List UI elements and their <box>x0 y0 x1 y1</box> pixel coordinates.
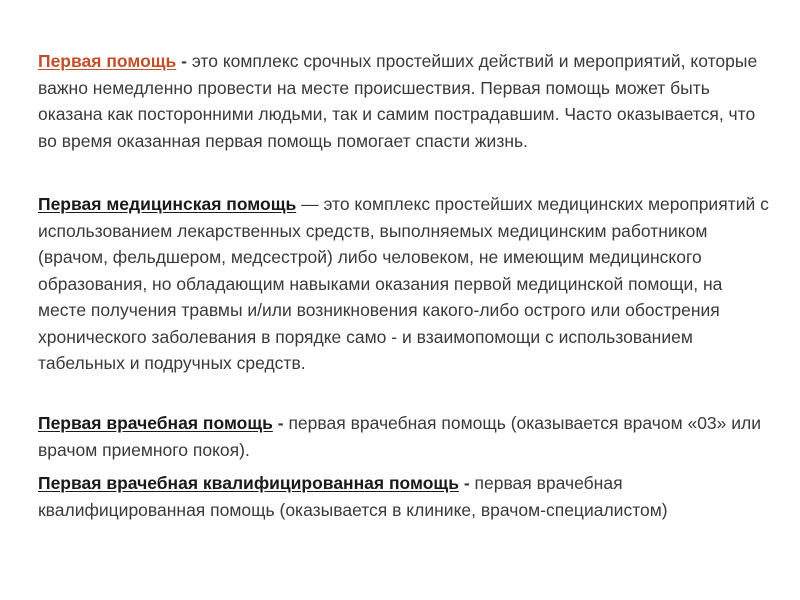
definition-first-doctor-aid <box>38 410 773 463</box>
separator: - <box>272 413 289 433</box>
definition-text: это комплекс срочных простейших действий и мероприятий, которые важно немедленно провести на месте происшествия. Первая помощь может быть оказана как посторонними людьми, так и самим пострадавшим. Часто оказывается, что во время оказанная первая помощь помогает спасти жизнь. <box>38 51 758 151</box>
term-first-doctor-aid: Первая врачебная помощь <box>38 413 273 433</box>
separator: — <box>296 194 324 214</box>
term-first-qualified-doctor-aid: Первая врачебная квалифицированная помощь <box>38 473 459 493</box>
definition-first-aid <box>38 48 773 154</box>
separator: - <box>176 51 192 71</box>
definition-first-medical-aid <box>38 191 773 377</box>
definition-first-qualified-doctor-aid <box>38 470 773 523</box>
definition-text: это комплекс простейших медицинских мероприятий с использованием лекарственных средств, выполняемых медицинским работником (врачом, фельдшером, медсестрой) либо человеком, не имеющим медицинского образования, но обладающим навыками оказания первой медицинской помощи, на месте получения травмы и/или возникновения какого-либо острого или обострения хронического заболевания в порядке само - и взаимопомощи с использованием табельных и подручных средств. <box>38 194 769 373</box>
term-first-medical-aid: Первая медицинская помощь <box>38 194 297 214</box>
definition-text: первая врачебная помощь (оказывается врачом «03» или врачом приемного покоя). <box>38 413 762 460</box>
term-first-aid: Первая помощь <box>38 51 177 71</box>
definition-text: первая врачебная квалифицированная помощь (оказывается в клинике, врачом-специалистом) <box>38 473 668 520</box>
separator: - <box>458 473 475 493</box>
